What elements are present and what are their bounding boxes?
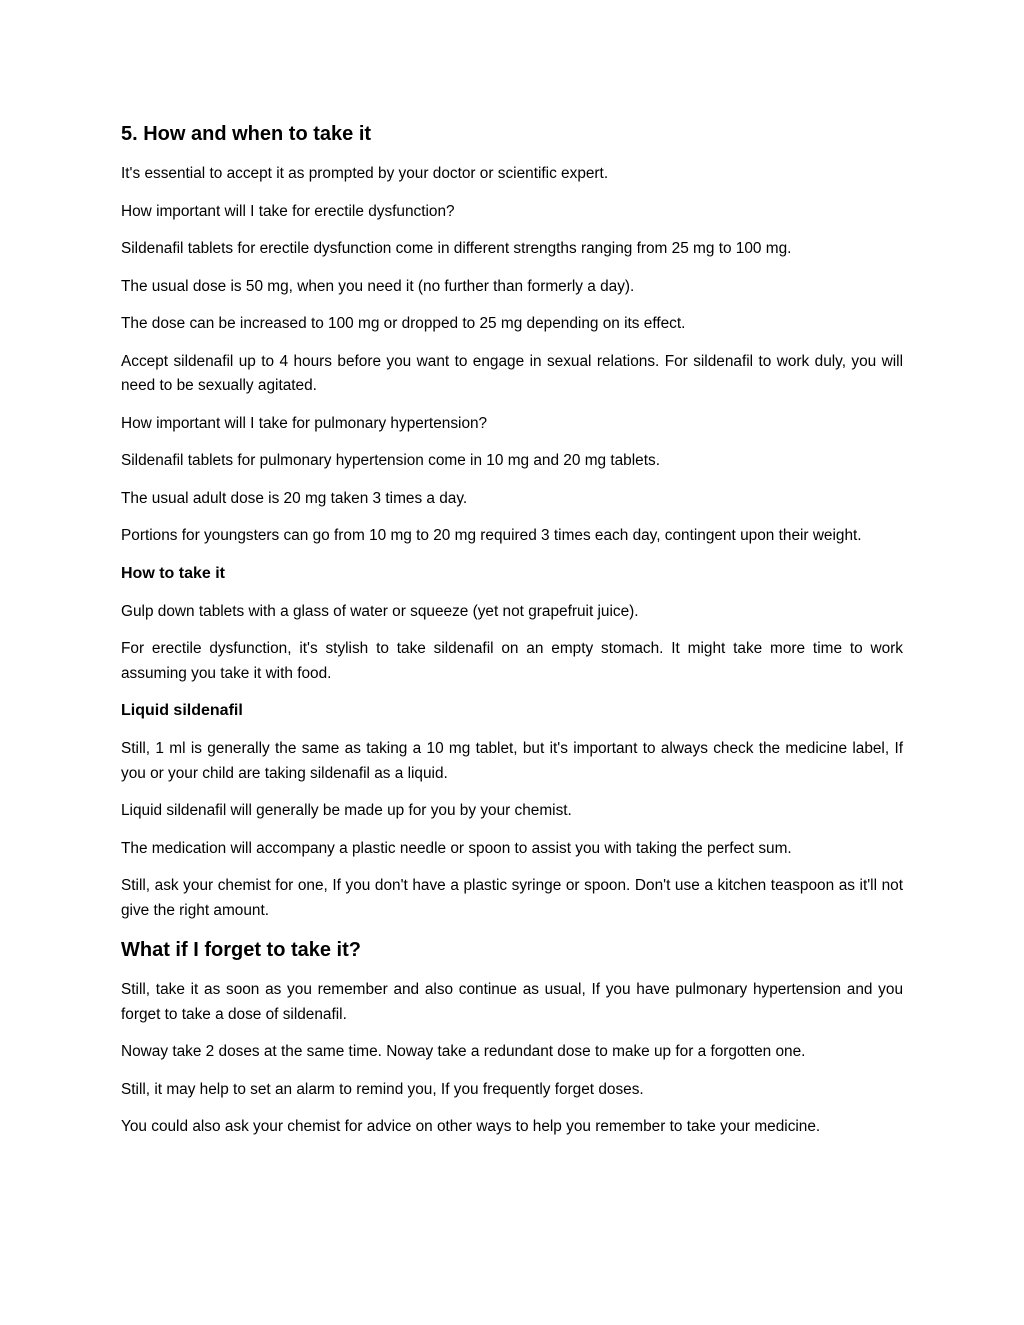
paragraph: How important will I take for pulmonary hypertension? (121, 414, 488, 432)
paragraph: Portions for youngsters can go from 10 mg to 20 mg required 3 times each day, contingent upon their weight. (121, 527, 862, 544)
paragraph: Still, take it as soon as you remember and also continue as usual, If you have pulmonary hypertension and you forget to take a dose of sildenafil. (121, 981, 903, 1023)
paragraph: It's essential to accept it as prompted by your doctor or scientific expert. (121, 165, 609, 182)
paragraph: For erectile dysfunction, it's stylish to take sildenafil on an empty stomach. It might take more time to work assuming you take it with food. (121, 640, 903, 682)
paragraph: The usual adult dose is 20 mg taken 3 times a day. (121, 489, 468, 507)
paragraph: Still, it may help to set an alarm to remind you, If you frequently forget doses. (121, 1080, 644, 1098)
paragraph: Noway take 2 doses at the same time. Noway take a redundant dose to make up for a forgotten one. (121, 1043, 806, 1060)
paragraph: The usual dose is 50 mg, when you need it (no further than formerly a day). (121, 277, 635, 295)
paragraph: Liquid sildenafil will generally be made up for you by your chemist. (121, 802, 572, 819)
paragraph: Sildenafil tablets for pulmonary hypertension come in 10 mg and 20 mg tablets. (121, 452, 660, 469)
section-heading-how-and-when: 5. How and when to take it (121, 123, 372, 145)
paragraph: The dose can be increased to 100 mg or dropped to 25 mg depending on its effect. (121, 315, 686, 332)
paragraph: Gulp down tablets with a glass of water or squeeze (yet not grapefruit juice). (121, 602, 639, 620)
paragraph: How important will I take for erectile dysfunction? (121, 202, 455, 220)
paragraph: Still, ask your chemist for one, If you don't have a plastic syringe or spoon. Don't use a kitchen teaspoon as it'll not give the right amount. (121, 877, 903, 919)
document-page (121, 120, 903, 1153)
paragraph: Sildenafil tablets for erectile dysfunction come in different strengths ranging from 25 mg to 100 mg. (121, 240, 792, 257)
paragraph: You could also ask your chemist for advice on other ways to help you remember to take your medicine. (121, 1118, 821, 1135)
subheading-how-to-take: How to take it (121, 564, 226, 582)
paragraph: The medication will accompany a plastic needle or spoon to assist you with taking the perfect sum. (121, 839, 792, 857)
subheading-liquid-sildenafil: Liquid sildenafil (121, 702, 243, 719)
paragraph: Accept sildenafil up to 4 hours before you want to engage in sexual relations. For sildenafil to work duly, you will need to be sexually agitated. (121, 352, 903, 394)
section-heading-forget: What if I forget to take it? (121, 939, 361, 961)
paragraph: Still, 1 ml is generally the same as taking a 10 mg tablet, but it's important to always check the medicine label, If you or your child are taking sildenafil as a liquid. (121, 740, 903, 782)
